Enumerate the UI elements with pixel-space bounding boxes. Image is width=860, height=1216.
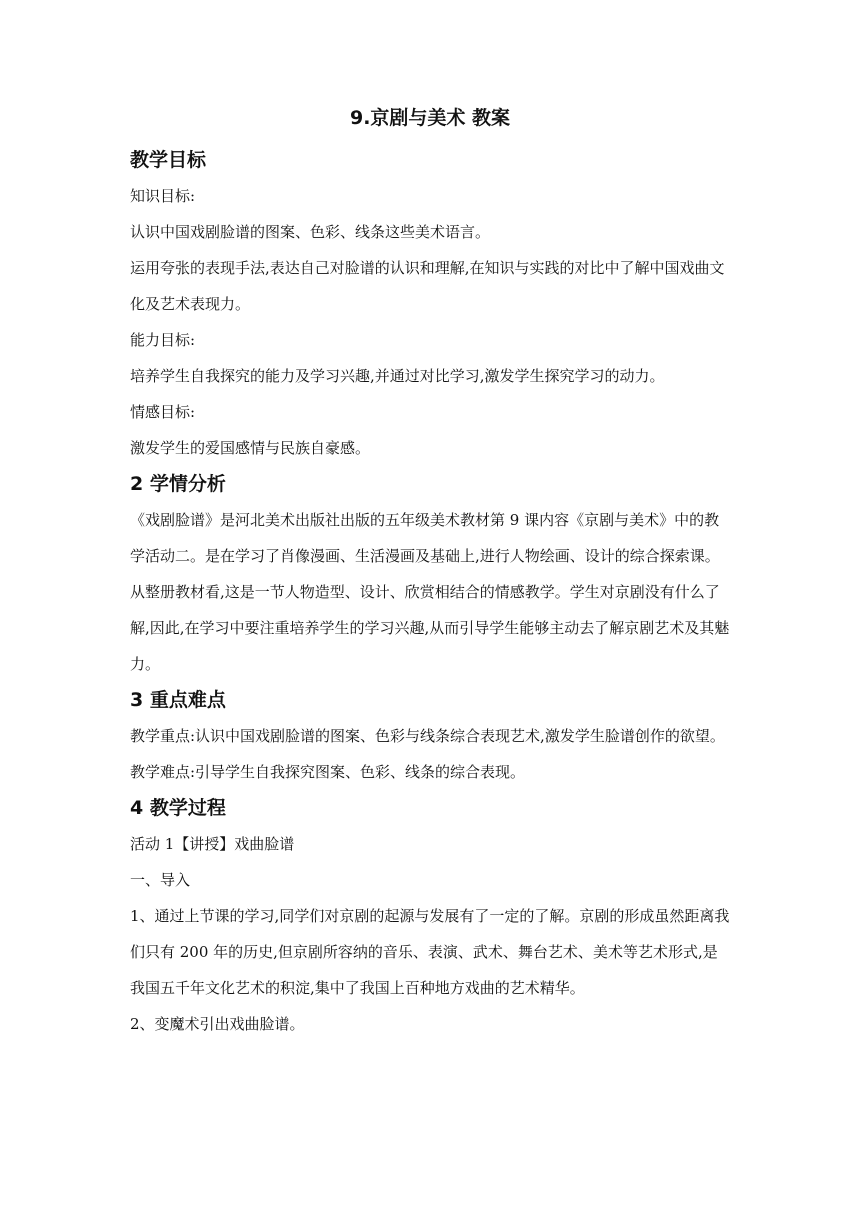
paragraph: 活动 1【讲授】戏曲脸谱 — [130, 835, 295, 853]
section-heading: 2 学情分析 — [130, 473, 226, 495]
paragraph: 1、通过上节课的学习,同学们对京剧的起源与发展有了一定的了解。京剧的形成虽然距离我们只有 200 年的历史,但京剧所容纳的音乐、表演、武术、舞台艺术、美术等艺术形式,是我国五千年文化艺术的积淀,集中了我国上百种地方戏曲的艺术精华。 — [130, 907, 730, 997]
paragraph: 教学难点:引导学生自我探究图案、色彩、线条的综合表现。 — [130, 763, 526, 781]
document-title: 9.京剧与美术 教案 — [349, 107, 511, 129]
paragraph: 2、变魔术引出戏曲脸谱。 — [130, 1015, 305, 1033]
section-heading: 4 教学过程 — [130, 797, 226, 819]
paragraph: 《戏剧脸谱》是河北美术出版社出版的五年级美术教材第 9 课内容《京剧与美术》中的教学活动二。是在学习了肖像漫画、生活漫画及基础上,进行人物绘画、设计的综合探索课。从整册教材看,这是一节人物造型、设计、欣赏相结合的情感教学。学生对京剧没有什么了解,因此,在学习中要注重培养学生的学习兴趣,从而引导学生能够主动去了解京剧艺术及其魅力。 — [130, 511, 730, 673]
paragraph: 培养学生自我探究的能力及学习兴趣,并通过对比学习,激发学生探究学习的动力。 — [130, 367, 665, 385]
section-heading: 教学目标 — [130, 149, 207, 171]
paragraph: 认识中国戏剧脸谱的图案、色彩、线条这些美术语言。 — [130, 223, 491, 241]
section-heading: 3 重点难点 — [130, 689, 226, 711]
paragraph: 能力目标: — [130, 331, 196, 349]
paragraph: 运用夸张的表现手法,表达自己对脸谱的认识和理解,在知识与实践的对比中了解中国戏曲文化及艺术表现力。 — [130, 259, 725, 313]
paragraph: 知识目标: — [130, 187, 196, 205]
paragraph: 一、导入 — [130, 871, 191, 889]
paragraph: 教学重点:认识中国戏剧脸谱的图案、色彩与线条综合表现艺术,激发学生脸谱创作的欲望。 — [130, 727, 725, 745]
document-body — [130, 142, 730, 1042]
paragraph: 激发学生的爱国感情与民族自豪感。 — [130, 439, 371, 457]
paragraph: 情感目标: — [130, 403, 196, 421]
